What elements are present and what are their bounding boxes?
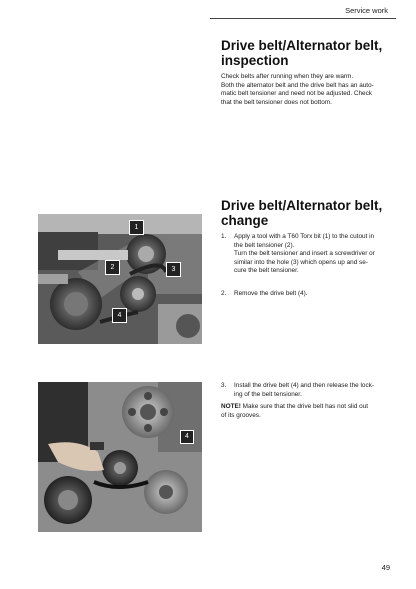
callout-label: 1	[134, 224, 139, 231]
header-rule	[210, 18, 396, 19]
engine-photo-drawing	[38, 214, 202, 344]
title-line: Drive belt/Alternator belt,	[221, 38, 383, 53]
callout-label: 4	[185, 433, 189, 440]
header-section-label: Service work	[345, 6, 388, 15]
note-paragraph	[221, 403, 391, 420]
callout-3	[166, 262, 181, 277]
step-line: similar into the hole (3) which opens up and se-	[234, 258, 368, 266]
change-steps-a	[221, 233, 391, 276]
engine-photo-drawing	[38, 382, 202, 532]
step-line: Turn the belt tensioner and insert a screwdriver or	[234, 250, 375, 258]
page-number: 49	[381, 563, 390, 572]
figure-belt-install-photo	[38, 382, 202, 532]
change-steps-c	[221, 382, 391, 399]
body-line: that the belt tensioner does not bottom.	[221, 98, 332, 106]
section-inspection-title	[221, 38, 391, 68]
callout-1	[129, 220, 144, 235]
step-line: Apply a tool with a T60 Torx bit (1) to the cutout in	[234, 233, 375, 240]
step-item	[221, 290, 391, 299]
step-line: the belt tensioner (2).	[234, 241, 295, 249]
title-line: inspection	[221, 53, 289, 68]
note-label: NOTE!	[221, 403, 241, 410]
step-line: Remove the drive belt (4).	[234, 290, 308, 297]
change-steps-b	[221, 290, 391, 299]
callout-label: 3	[171, 266, 176, 273]
step-item	[221, 233, 391, 276]
section-inspection	[221, 38, 391, 107]
step-number: 3.	[221, 382, 227, 389]
callout-label: 4	[117, 312, 122, 319]
callout-label: 2	[110, 264, 115, 271]
step-number: 1.	[221, 233, 227, 240]
title-line: change	[221, 213, 269, 228]
callout-4	[112, 308, 127, 323]
step-line: cure the belt tensioner.	[234, 267, 299, 275]
callout-arrow-4	[180, 430, 194, 444]
body-line: Both the alternator belt and the drive belt has an auto-	[221, 81, 374, 89]
note-line: Make sure that the drive belt has not slid out	[240, 403, 369, 410]
body-line: Check belts after running when they are warm.	[221, 73, 354, 80]
note-line: of its grooves.	[221, 411, 261, 419]
inspection-body	[221, 73, 391, 107]
body-line: matic belt tensioner and need not be adjusted. Check	[221, 90, 372, 98]
figure-belt-tensioner-photo	[38, 214, 202, 344]
title-line: Drive belt/Alternator belt,	[221, 198, 383, 213]
section-change	[221, 198, 391, 228]
step-line: ing of the belt tensioner.	[234, 390, 302, 398]
callout-2	[105, 260, 120, 275]
section-change-title	[221, 198, 391, 228]
step-item	[221, 382, 391, 399]
step-line: Install the drive belt (4) and then release the lock-	[234, 382, 374, 389]
step-number: 2.	[221, 290, 227, 297]
